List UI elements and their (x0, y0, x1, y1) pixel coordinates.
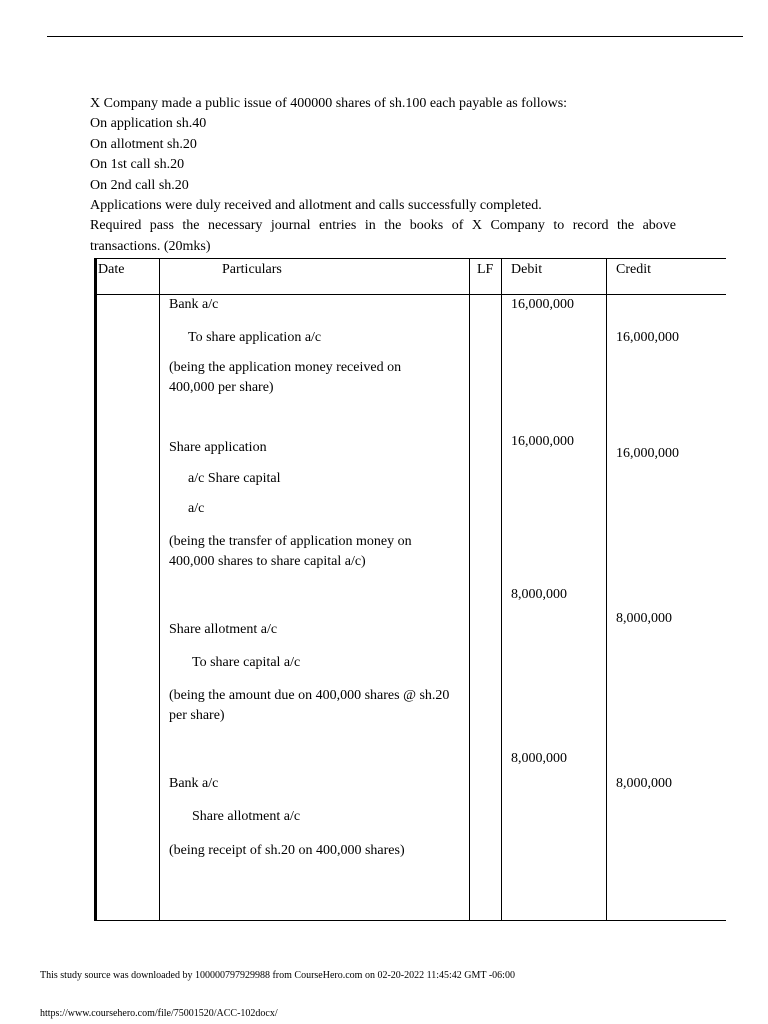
entry-debit-amount: 16,000,000 (511, 434, 574, 449)
required-line: Required pass the necessary journal entries in the books of X Company to record the above (90, 218, 676, 234)
entry-credit-account: To share application a/c (188, 330, 322, 345)
source-url: https://www.coursehero.com/file/75001520/ACC-102docx/ (40, 1008, 278, 1019)
entry-credit-account: To share capital a/c (192, 655, 301, 670)
question-line: Applications were duly received and allotment and calls successfully completed. (90, 198, 542, 214)
entry-debit-account: Share application (169, 440, 267, 455)
entry-credit-amount: 8,000,000 (616, 776, 672, 791)
entry-debit-account: Share allotment a/c (169, 622, 278, 637)
required-line: transactions. (20mks) (90, 238, 211, 254)
question-line: On 2nd call sh.20 (90, 177, 189, 193)
question-line: On allotment sh.20 (90, 136, 197, 152)
header-date: Date (98, 262, 125, 277)
question-line: On application sh.40 (90, 116, 207, 132)
entry-credit-amount: 8,000,000 (616, 611, 672, 626)
column-divider (159, 258, 160, 921)
entry-credit-account: a/c Share capital (188, 471, 281, 486)
entry-narration: (being the amount due on 400,000 shares @ sh.20 per share) (169, 688, 450, 723)
header-credit: Credit (616, 262, 651, 277)
column-divider (469, 258, 470, 921)
header-debit: Debit (511, 262, 543, 277)
entry-credit-account: a/c (188, 501, 205, 516)
entry-narration: (being the transfer of application money on 400,000 shares to share capital a/c) (169, 534, 412, 569)
entry-debit-amount: 8,000,000 (511, 587, 567, 602)
entry-debit-amount: 8,000,000 (511, 751, 567, 766)
journal-table (94, 258, 726, 921)
question-line: On 1st call sh.20 (90, 157, 185, 173)
table-top-border (94, 258, 726, 259)
column-divider (501, 258, 502, 921)
entry-credit-account: Share allotment a/c (192, 809, 301, 824)
entry-credit-amount: 16,000,000 (616, 330, 679, 345)
header-lf: LF (477, 262, 494, 277)
download-notice: This study source was downloaded by 100000797929988 from CourseHero.com on 02-20-2022 11:45:42 GMT -06:00 (40, 970, 515, 981)
entry-debit-account: Bank a/c (169, 297, 219, 312)
header-particulars: Particulars (222, 262, 282, 277)
question-line: X Company made a public issue of 400000 shares of sh.100 each payable as follows: (90, 96, 568, 111)
entry-debit-account: Bank a/c (169, 776, 219, 791)
column-divider (606, 258, 607, 921)
entry-credit-amount: 16,000,000 (616, 446, 679, 461)
entry-narration: (being receipt of sh.20 on 400,000 shares) (169, 843, 405, 858)
top-rule (47, 36, 743, 37)
table-bottom-border (94, 920, 726, 921)
entry-narration: (being the application money received on 400,000 per share) (169, 360, 402, 395)
question-text (90, 94, 676, 257)
table-left-border (94, 258, 97, 921)
entry-debit-amount: 16,000,000 (511, 297, 574, 312)
